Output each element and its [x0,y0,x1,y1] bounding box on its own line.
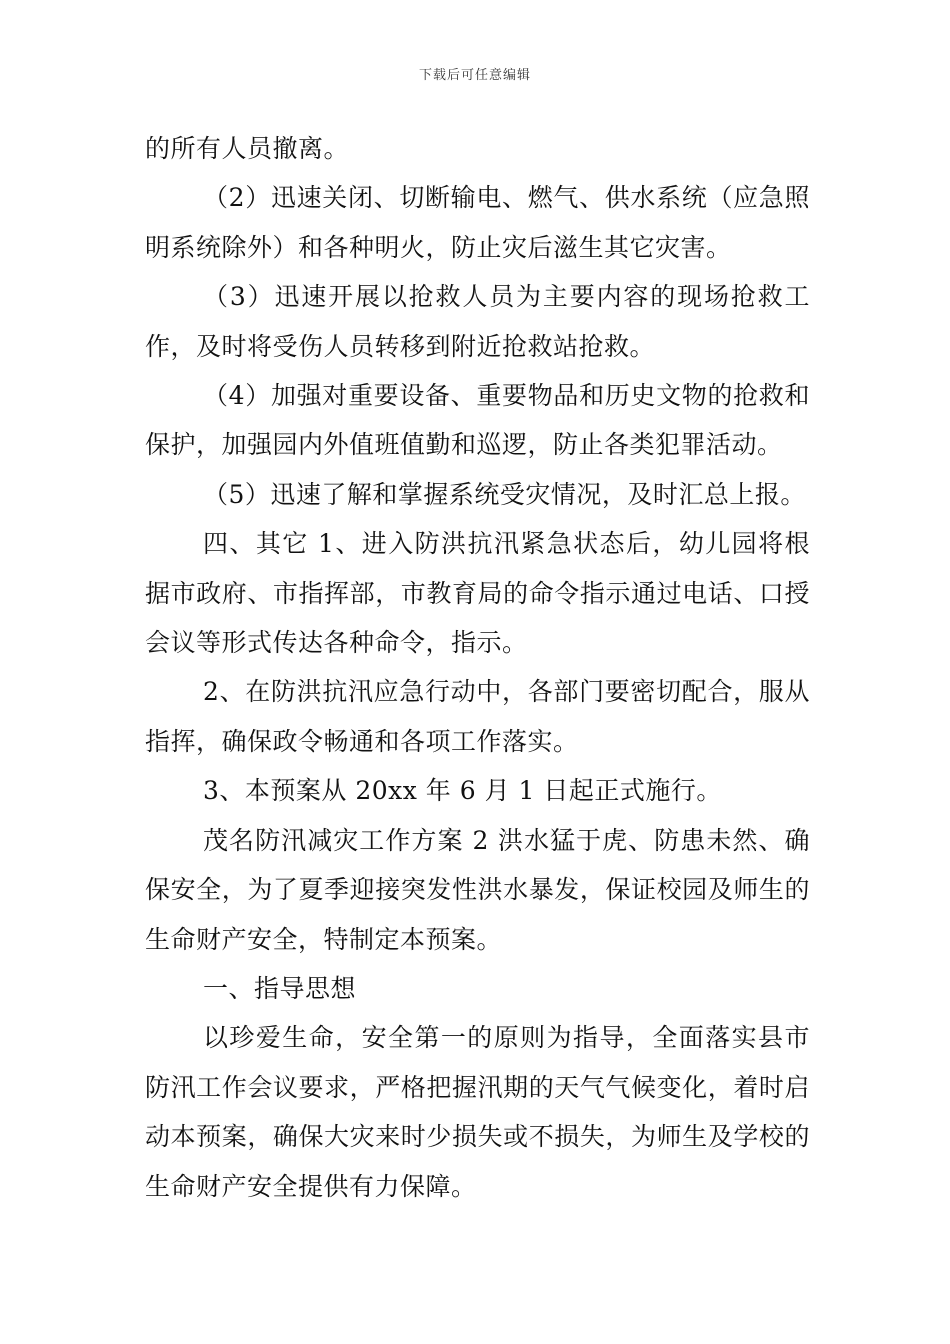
paragraph: 四、其它 1、进入防洪抗汛紧急状态后，幼儿园将根据市政府、市指挥部，市教育局的命令指示通过电话、口授会议等形式传达各种命令，指示。 [145,529,810,658]
paragraph: 的所有人员撤离。 [145,134,350,163]
paragraph: （5）迅速了解和掌握系统受灾情况，及时汇总上报。 [203,479,806,509]
paragraph: 以珍爱生命，安全第一的原则为指导，全面落实县市防汛工作会议要求，严格把握汛期的天气气候变化，着时启动本预案，确保大灾来时少损失或不损失，为师生及学校的生命财产安全提供有力保障。 [145,1023,810,1201]
paragraph: 3、本预案从 20xx 年 6 月 1 日起正式施行。 [203,776,722,806]
page-header: 下载后可任意编辑 [418,68,531,83]
paragraph: （4）加强对重要设备、重要物品和历史文物的抢救和保护，加强园内外值班值勤和巡逻，防止各类犯罪活动。 [145,381,810,460]
paragraph: 2、在防洪抗汛应急行动中，各部门要密切配合，服从指挥，确保政令畅通和各项工作落实。 [145,677,810,756]
paragraph: （2）迅速关闭、切断输电、燃气、供水系统（应急照明系统除外）和各种明火，防止灾后滋生其它灾害。 [145,183,810,262]
document-body [145,124,810,1211]
section-heading: 一、指导思想 [203,973,357,1003]
paragraph: 茂名防汛减灾工作方案 2 洪水猛于虎、防患未然、确保安全，为了夏季迎接突发性洪水暴发，保证校园及师生的生命财产安全，特制定本预案。 [145,825,810,954]
paragraph: （3）迅速开展以抢救人员为主要内容的现场抢救工作，及时将受伤人员转移到附近抢救站抢救。 [145,282,810,361]
